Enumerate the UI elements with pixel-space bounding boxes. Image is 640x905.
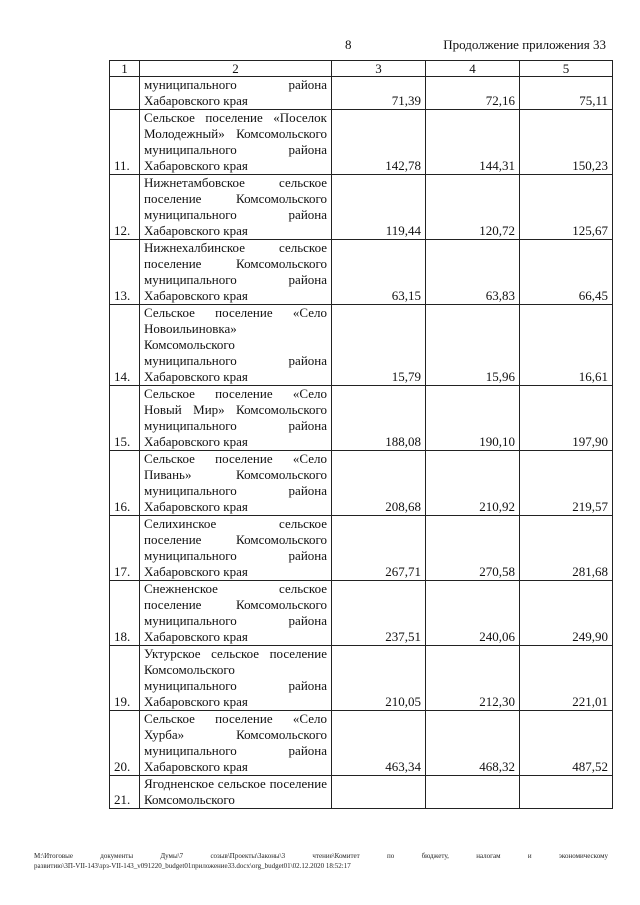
table-header-row bbox=[110, 61, 613, 77]
row-number bbox=[110, 77, 140, 110]
value-col-5: 150,23 bbox=[520, 110, 613, 175]
value-col-3: 15,79 bbox=[332, 305, 426, 386]
value-col-4: 190,10 bbox=[426, 386, 520, 451]
value-col-5 bbox=[520, 776, 613, 809]
row-number: 17. bbox=[110, 516, 140, 581]
table-row bbox=[110, 175, 613, 240]
file-path-line: развитию\3П-VII-143\зрз-VII-143_v091220_budget01приложение33.docx\org_budget01\02.12.2020 18:52:17 bbox=[34, 862, 351, 870]
value-col-3: 208,68 bbox=[332, 451, 426, 516]
settlement-name: Ягодненское сельское поселение Комсомольского bbox=[140, 776, 332, 809]
settlement-name: Сельское поселение «Село Пивань» Комсомольского муниципального района Хабаровского края bbox=[140, 451, 332, 516]
appendix-continuation-note: Продолжение приложения 33 bbox=[443, 37, 606, 52]
value-col-5: 197,90 bbox=[520, 386, 613, 451]
row-number: 14. bbox=[110, 305, 140, 386]
table-row bbox=[110, 776, 613, 809]
value-col-4: 212,30 bbox=[426, 646, 520, 711]
settlement-name: Уктурское сельское поселение Комсомольского муниципального района Хабаровского края bbox=[140, 646, 332, 711]
column-header: 4 bbox=[426, 61, 520, 77]
document-file-path bbox=[34, 851, 608, 871]
value-col-3: 119,44 bbox=[332, 175, 426, 240]
table-row bbox=[110, 711, 613, 776]
row-number: 16. bbox=[110, 451, 140, 516]
value-col-3 bbox=[332, 776, 426, 809]
table-row bbox=[110, 451, 613, 516]
table-row bbox=[110, 305, 613, 386]
value-col-4: 240,06 bbox=[426, 581, 520, 646]
value-col-3: 63,15 bbox=[332, 240, 426, 305]
row-number: 20. bbox=[110, 711, 140, 776]
value-col-4: 270,58 bbox=[426, 516, 520, 581]
row-number: 21. bbox=[110, 776, 140, 809]
table-row bbox=[110, 240, 613, 305]
value-col-3: 210,05 bbox=[332, 646, 426, 711]
page-number: 8 bbox=[345, 37, 352, 52]
value-col-5: 75,11 bbox=[520, 77, 613, 110]
settlement-name: Сельское поселение «Село Новоильиновка» Комсомольского муниципального района Хабаровского края bbox=[140, 305, 332, 386]
value-col-3: 463,34 bbox=[332, 711, 426, 776]
settlement-name: Сельское поселение «Поселок Молодежный» Комсомольского муниципального района Хабаровского края bbox=[140, 110, 332, 175]
value-col-4: 468,32 bbox=[426, 711, 520, 776]
table-row bbox=[110, 110, 613, 175]
settlement-name: Нижнехалбинское сельское поселение Комсомольского муниципального района Хабаровского края bbox=[140, 240, 332, 305]
value-col-4 bbox=[426, 776, 520, 809]
value-col-5: 66,45 bbox=[520, 240, 613, 305]
value-col-5: 219,57 bbox=[520, 451, 613, 516]
settlement-name: Сельское поселение «Село Хурба» Комсомольского муниципального района Хабаровского края bbox=[140, 711, 332, 776]
file-path-line: М:\Итоговые документы Думы\7 созыв\Проекты\Законы\3 чтение\Комитет по бюджету, налогам и экономическому bbox=[34, 852, 608, 860]
row-number: 18. bbox=[110, 581, 140, 646]
row-number: 15. bbox=[110, 386, 140, 451]
value-col-4: 120,72 bbox=[426, 175, 520, 240]
value-col-4: 72,16 bbox=[426, 77, 520, 110]
row-number: 13. bbox=[110, 240, 140, 305]
row-number: 19. bbox=[110, 646, 140, 711]
column-header: 2 bbox=[140, 61, 332, 77]
row-number: 11. bbox=[110, 110, 140, 175]
row-number: 12. bbox=[110, 175, 140, 240]
table-row bbox=[110, 77, 613, 110]
value-col-4: 144,31 bbox=[426, 110, 520, 175]
settlement-name: Сельское поселение «Село Новый Мир» Комсомольского муниципального района Хабаровского края bbox=[140, 386, 332, 451]
settlement-name: Селихинское сельское поселение Комсомольского муниципального района Хабаровского края bbox=[140, 516, 332, 581]
column-header: 5 bbox=[520, 61, 613, 77]
table-row bbox=[110, 646, 613, 711]
value-col-3: 267,71 bbox=[332, 516, 426, 581]
value-col-3: 188,08 bbox=[332, 386, 426, 451]
column-header: 1 bbox=[110, 61, 140, 77]
value-col-4: 15,96 bbox=[426, 305, 520, 386]
table-row bbox=[110, 581, 613, 646]
column-header: 3 bbox=[332, 61, 426, 77]
table-row bbox=[110, 386, 613, 451]
value-col-4: 63,83 bbox=[426, 240, 520, 305]
value-col-5: 16,61 bbox=[520, 305, 613, 386]
table-row bbox=[110, 516, 613, 581]
value-col-3: 237,51 bbox=[332, 581, 426, 646]
value-col-3: 71,39 bbox=[332, 77, 426, 110]
value-col-5: 487,52 bbox=[520, 711, 613, 776]
settlement-name: Нижнетамбовское сельское поселение Комсомольского муниципального района Хабаровского края bbox=[140, 175, 332, 240]
budget-table bbox=[109, 60, 613, 809]
settlement-name: муниципального района Хабаровского края bbox=[140, 77, 332, 110]
settlement-name: Снежненское сельское поселение Комсомольского муниципального района Хабаровского края bbox=[140, 581, 332, 646]
value-col-5: 281,68 bbox=[520, 516, 613, 581]
value-col-5: 249,90 bbox=[520, 581, 613, 646]
value-col-3: 142,78 bbox=[332, 110, 426, 175]
value-col-5: 221,01 bbox=[520, 646, 613, 711]
value-col-5: 125,67 bbox=[520, 175, 613, 240]
value-col-4: 210,92 bbox=[426, 451, 520, 516]
